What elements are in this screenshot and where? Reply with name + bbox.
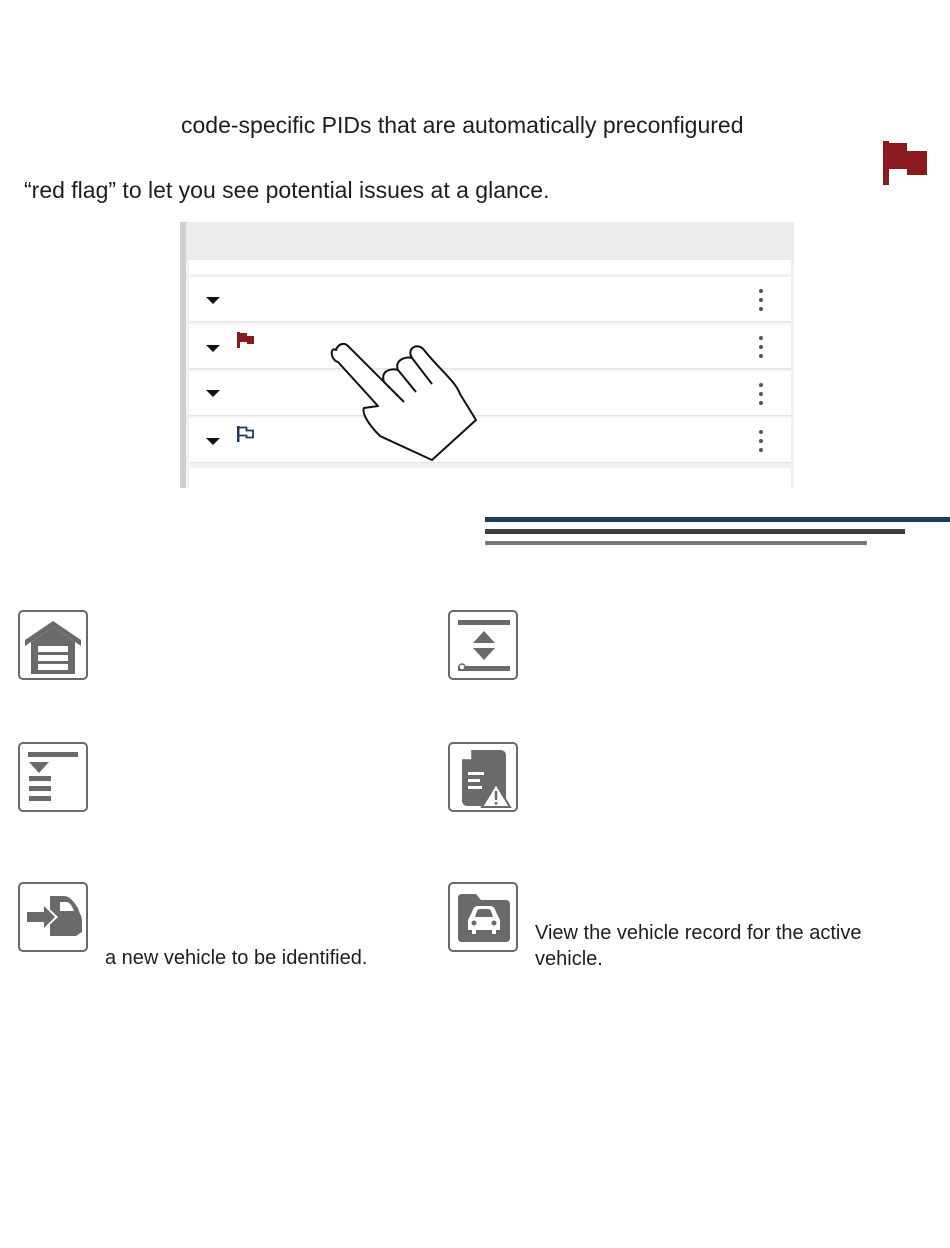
new-vehicle-button[interactable]	[18, 882, 88, 952]
expand-collapse-icon	[450, 612, 516, 678]
intro-line-2: “red flag” to let you see potential issues at a glance.	[24, 177, 550, 203]
caret-down-icon[interactable]	[206, 297, 220, 304]
vehicle-record-icon	[450, 884, 516, 950]
expand-collapse-button[interactable]	[448, 610, 518, 680]
vehicle-record-description-line-1: View the vehicle record for the active	[535, 922, 862, 944]
kebab-menu-icon[interactable]	[759, 289, 763, 311]
report-warning-button[interactable]	[448, 742, 518, 812]
collapse-list-button[interactable]	[18, 742, 88, 812]
panel-edge	[180, 222, 186, 488]
kebab-menu-icon[interactable]	[759, 336, 763, 358]
divider-rule	[485, 529, 905, 534]
collapse-list-icon	[20, 744, 86, 810]
list-header	[180, 222, 794, 260]
list-row-partial	[189, 468, 791, 488]
garage-icon	[20, 612, 86, 678]
kebab-menu-icon[interactable]	[759, 383, 763, 405]
garage-button[interactable]	[18, 610, 88, 680]
caret-down-icon[interactable]	[206, 438, 220, 445]
list-row[interactable]	[189, 324, 791, 369]
vehicle-enter-icon	[20, 884, 86, 950]
caret-down-icon[interactable]	[206, 345, 220, 352]
kebab-menu-icon[interactable]	[759, 430, 763, 452]
red-flag-icon	[883, 141, 929, 187]
intro-line-1: code-specific PIDs that are automatically preconfigured	[181, 112, 744, 138]
vehicle-record-button[interactable]	[448, 882, 518, 952]
tap-hand-icon	[320, 336, 490, 468]
divider-rule	[485, 517, 950, 522]
list-row[interactable]	[189, 418, 791, 463]
outline-flag-icon	[237, 426, 255, 442]
list-row-partial	[189, 260, 791, 274]
red-flag-icon	[237, 332, 255, 348]
report-warning-icon	[450, 744, 516, 810]
list-row[interactable]	[189, 371, 791, 416]
caret-down-icon[interactable]	[206, 390, 220, 397]
list-row[interactable]	[189, 277, 791, 322]
new-vehicle-description: a new vehicle to be identified.	[105, 947, 368, 969]
vehicle-record-description-line-2: vehicle.	[535, 948, 603, 970]
divider-rule	[485, 541, 867, 545]
